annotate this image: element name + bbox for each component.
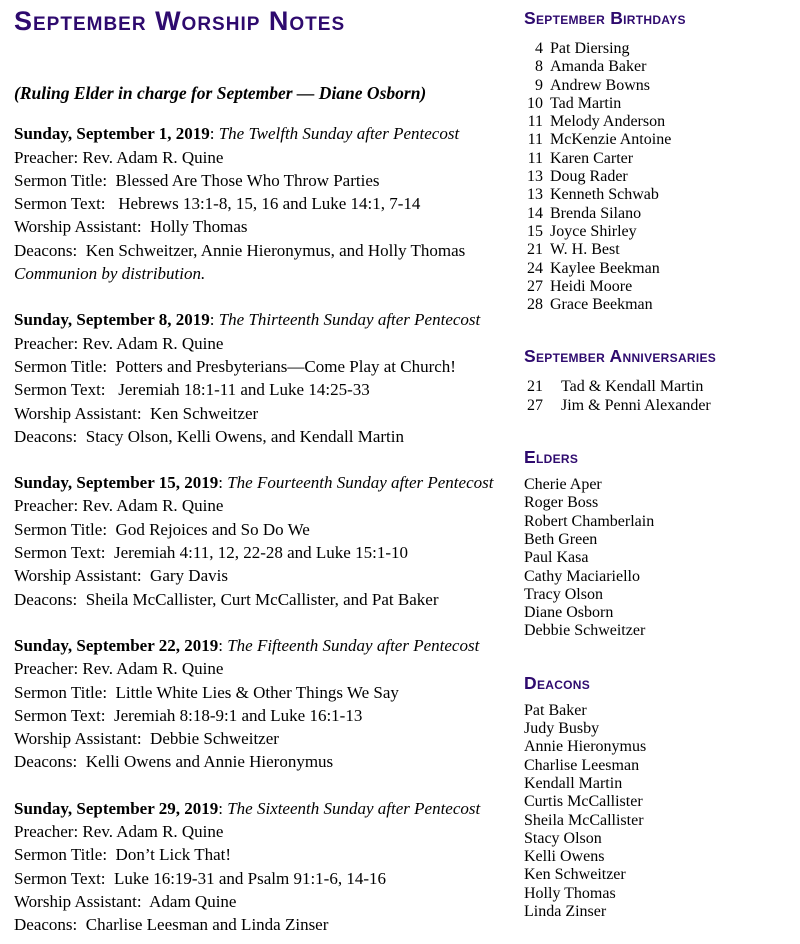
sermon-text-line: Sermon Text: Jeremiah 18:1-11 and Luke 14:25-33 bbox=[14, 380, 370, 400]
sermon-text-line: Sermon Text: Jeremiah 8:18-9:1 and Luke 16:1-13 bbox=[14, 705, 363, 725]
deacon-name: Judy Busby bbox=[524, 720, 600, 738]
birthday-item bbox=[526, 113, 790, 131]
birthday-day: 4 bbox=[535, 40, 543, 57]
birthday-item bbox=[526, 241, 790, 259]
worship-assistant-line: Worship Assistant: Ken Schweitzer bbox=[14, 403, 259, 423]
birthday-day: 11 bbox=[527, 131, 543, 149]
birthday-day: 8 bbox=[535, 58, 543, 76]
birthday-day: 15 bbox=[527, 222, 543, 240]
elder-name: Beth Green bbox=[524, 530, 598, 548]
anniversaries-heading: September Anniversaries bbox=[524, 346, 717, 367]
birthday-name: Doug Rader bbox=[550, 168, 628, 186]
preacher-line: Preacher: Rev. Adam R. Quine bbox=[14, 822, 224, 842]
birthday-name: Melody Anderson bbox=[550, 113, 666, 131]
service-separator: : bbox=[218, 635, 228, 655]
birthday-name: Karen Carter bbox=[550, 149, 634, 167]
birthday-day: 13 bbox=[527, 186, 543, 204]
service-date: Sunday, September 15, 2019 bbox=[14, 473, 219, 493]
birthday-item bbox=[526, 205, 790, 223]
birthday-day: 11 bbox=[527, 113, 543, 131]
service-sunday-name: The Fifteenth Sunday after Pentecost bbox=[227, 635, 480, 655]
elder-name: Debbie Schweitzer bbox=[524, 622, 646, 640]
birthday-item bbox=[526, 168, 790, 186]
service-header-line bbox=[14, 122, 514, 145]
birthday-item bbox=[526, 150, 790, 168]
anniversaries-list bbox=[524, 378, 790, 415]
birthday-day: 9 bbox=[535, 76, 543, 94]
elder-name: Robert Chamberlain bbox=[524, 512, 655, 530]
sermon-title-line: Sermon Title: Potters and Presbyterians—Come Play at Church! bbox=[14, 356, 456, 376]
birthdays-heading: September Birthdays bbox=[524, 8, 686, 28]
anniversary-item bbox=[526, 397, 790, 415]
birthday-item bbox=[526, 186, 790, 204]
deacon-name: Kelli Owens bbox=[524, 848, 605, 866]
birthday-item bbox=[526, 58, 790, 76]
elder-name: Tracy Olson bbox=[524, 585, 603, 603]
birthday-day: 24 bbox=[527, 259, 543, 277]
sermon-text-line: Sermon Text: Luke 16:19-31 and Psalm 91:1-6, 14-16 bbox=[14, 868, 386, 888]
birthday-item bbox=[526, 278, 790, 296]
elder-name: Paul Kasa bbox=[524, 549, 589, 567]
birthday-name: Joyce Shirley bbox=[550, 222, 637, 240]
preacher-line: Preacher: Rev. Adam R. Quine bbox=[14, 496, 224, 516]
birthday-name: Heidi Moore bbox=[550, 277, 633, 295]
service-header-line bbox=[14, 471, 514, 494]
deacon-name: Annie Hieronymus bbox=[524, 738, 647, 756]
deacon-name: Kendall Martin bbox=[524, 774, 623, 792]
service-header-line bbox=[14, 797, 514, 820]
service-date: Sunday, September 8, 2019 bbox=[14, 310, 210, 330]
birthday-name: Tad Martin bbox=[550, 94, 622, 112]
worship-notes-column bbox=[14, 0, 514, 937]
birthday-day: 14 bbox=[527, 204, 543, 222]
birthday-name: Grace Beekman bbox=[550, 296, 653, 314]
services-list bbox=[14, 122, 514, 936]
worship-assistant-line: Worship Assistant: Debbie Schweitzer bbox=[14, 729, 279, 749]
birthday-name: Pat Diersing bbox=[550, 40, 630, 57]
service-separator: : bbox=[209, 310, 219, 330]
birthday-name: Andrew Bowns bbox=[550, 76, 650, 94]
elders-list bbox=[524, 476, 790, 641]
communion-note: Communion by distribution. bbox=[14, 264, 206, 284]
anniversary-name: Jim & Penni Alexander bbox=[561, 396, 711, 414]
birthday-day: 28 bbox=[527, 296, 543, 314]
deacon-name: Stacy Olson bbox=[524, 829, 602, 847]
birthday-item bbox=[526, 223, 790, 241]
service-block bbox=[14, 797, 514, 937]
birthday-item bbox=[526, 95, 790, 113]
elder-name: Cathy Maciariello bbox=[524, 567, 640, 585]
deacons-list bbox=[524, 702, 790, 922]
birthday-item bbox=[526, 77, 790, 95]
elders-heading: Elders bbox=[524, 447, 579, 468]
deacons-line: Deacons: Stacy Olson, Kelli Owens, and Kendall Martin bbox=[14, 426, 404, 446]
deacons-line: Deacons: Charlise Leesman and Linda Zinser bbox=[14, 915, 329, 935]
birthdays-list bbox=[524, 40, 790, 314]
birthday-item bbox=[526, 131, 790, 149]
elder-name: Roger Boss bbox=[524, 494, 599, 512]
service-block bbox=[14, 122, 514, 285]
service-date: Sunday, September 1, 2019 bbox=[14, 124, 210, 144]
deacon-name: Charlise Leesman bbox=[524, 756, 640, 774]
birthday-name: Kaylee Beekman bbox=[550, 259, 660, 277]
service-header-line bbox=[14, 308, 514, 331]
service-date: Sunday, September 22, 2019 bbox=[14, 635, 219, 655]
birthday-name: Brenda Silano bbox=[550, 204, 642, 222]
birthday-day: 10 bbox=[527, 94, 543, 112]
birthday-day: 27 bbox=[527, 277, 543, 295]
birthday-day: 13 bbox=[527, 168, 543, 186]
birthday-name: Kenneth Schwab bbox=[550, 186, 659, 204]
birthday-item bbox=[526, 40, 790, 58]
anniversary-name: Tad & Kendall Martin bbox=[561, 378, 704, 396]
preacher-line: Preacher: Rev. Adam R. Quine bbox=[14, 333, 224, 353]
service-sunday-name: The Sixteenth Sunday after Pentecost bbox=[227, 798, 481, 818]
birthday-item bbox=[526, 296, 790, 314]
sermon-title-line: Sermon Title: Don’t Lick That! bbox=[14, 845, 232, 865]
deacon-name: Pat Baker bbox=[524, 701, 587, 719]
worship-assistant-line: Worship Assistant: Gary Davis bbox=[14, 566, 228, 586]
worship-assistant-line: Worship Assistant: Holly Thomas bbox=[14, 217, 248, 237]
sidebar-column bbox=[524, 0, 790, 921]
service-separator: : bbox=[218, 473, 228, 493]
deacon-name: Curtis McCallister bbox=[524, 793, 643, 811]
service-separator: : bbox=[209, 124, 219, 144]
birthday-name: W. H. Best bbox=[550, 241, 620, 259]
service-block bbox=[14, 471, 514, 611]
service-sunday-name: The Twelfth Sunday after Pentecost bbox=[218, 124, 460, 144]
sermon-title-line: Sermon Title: God Rejoices and So Do We bbox=[14, 519, 310, 539]
deacons-heading: Deacons bbox=[524, 672, 591, 693]
birthday-name: Amanda Baker bbox=[550, 58, 647, 76]
deacon-name: Ken Schweitzer bbox=[524, 866, 626, 884]
sermon-title-line: Sermon Title: Little White Lies & Other Things We Say bbox=[14, 682, 399, 702]
ruling-elder-note: (Ruling Elder in charge for September — Diane Osborn) bbox=[14, 83, 427, 103]
deacon-name: Sheila McCallister bbox=[524, 811, 644, 829]
anniversary-day: 27 bbox=[527, 396, 543, 414]
service-header-line bbox=[14, 634, 514, 657]
sermon-text-line: Sermon Text: Hebrews 13:1-8, 15, 16 and Luke 14:1, 7-14 bbox=[14, 194, 421, 214]
sermon-text-line: Sermon Text: Jeremiah 4:11, 12, 22-28 and Luke 15:1-10 bbox=[14, 543, 408, 563]
birthday-name: McKenzie Antoine bbox=[550, 131, 672, 149]
service-sunday-name: The Fourteenth Sunday after Pentecost bbox=[227, 473, 494, 493]
birthday-day: 11 bbox=[527, 149, 543, 167]
service-block bbox=[14, 634, 514, 774]
birthday-day: 21 bbox=[527, 241, 543, 259]
deacons-line: Deacons: Sheila McCallister, Curt McCallister, and Pat Baker bbox=[14, 589, 439, 609]
page-title: September Worship Notes bbox=[14, 6, 346, 36]
service-date: Sunday, September 29, 2019 bbox=[14, 798, 219, 818]
service-separator: : bbox=[218, 798, 228, 818]
service-block bbox=[14, 308, 514, 448]
service-sunday-name: The Thirteenth Sunday after Pentecost bbox=[218, 310, 481, 330]
worship-assistant-line: Worship Assistant: Adam Quine bbox=[14, 891, 237, 911]
deacons-line: Deacons: Kelli Owens and Annie Hieronymus bbox=[14, 752, 334, 772]
preacher-line: Preacher: Rev. Adam R. Quine bbox=[14, 659, 224, 679]
sermon-title-line: Sermon Title: Blessed Are Those Who Throw Parties bbox=[14, 170, 380, 190]
birthday-item bbox=[526, 260, 790, 278]
elder-name: Diane Osborn bbox=[524, 604, 614, 622]
anniversary-day: 21 bbox=[527, 378, 543, 396]
anniversary-item bbox=[526, 378, 790, 396]
elder-name: Cherie Aper bbox=[524, 476, 602, 494]
deacon-name: Holly Thomas bbox=[524, 884, 616, 902]
preacher-line: Preacher: Rev. Adam R. Quine bbox=[14, 147, 224, 167]
deacons-line: Deacons: Ken Schweitzer, Annie Hieronymus, and Holly Thomas bbox=[14, 240, 466, 260]
deacon-name: Linda Zinser bbox=[524, 902, 607, 920]
